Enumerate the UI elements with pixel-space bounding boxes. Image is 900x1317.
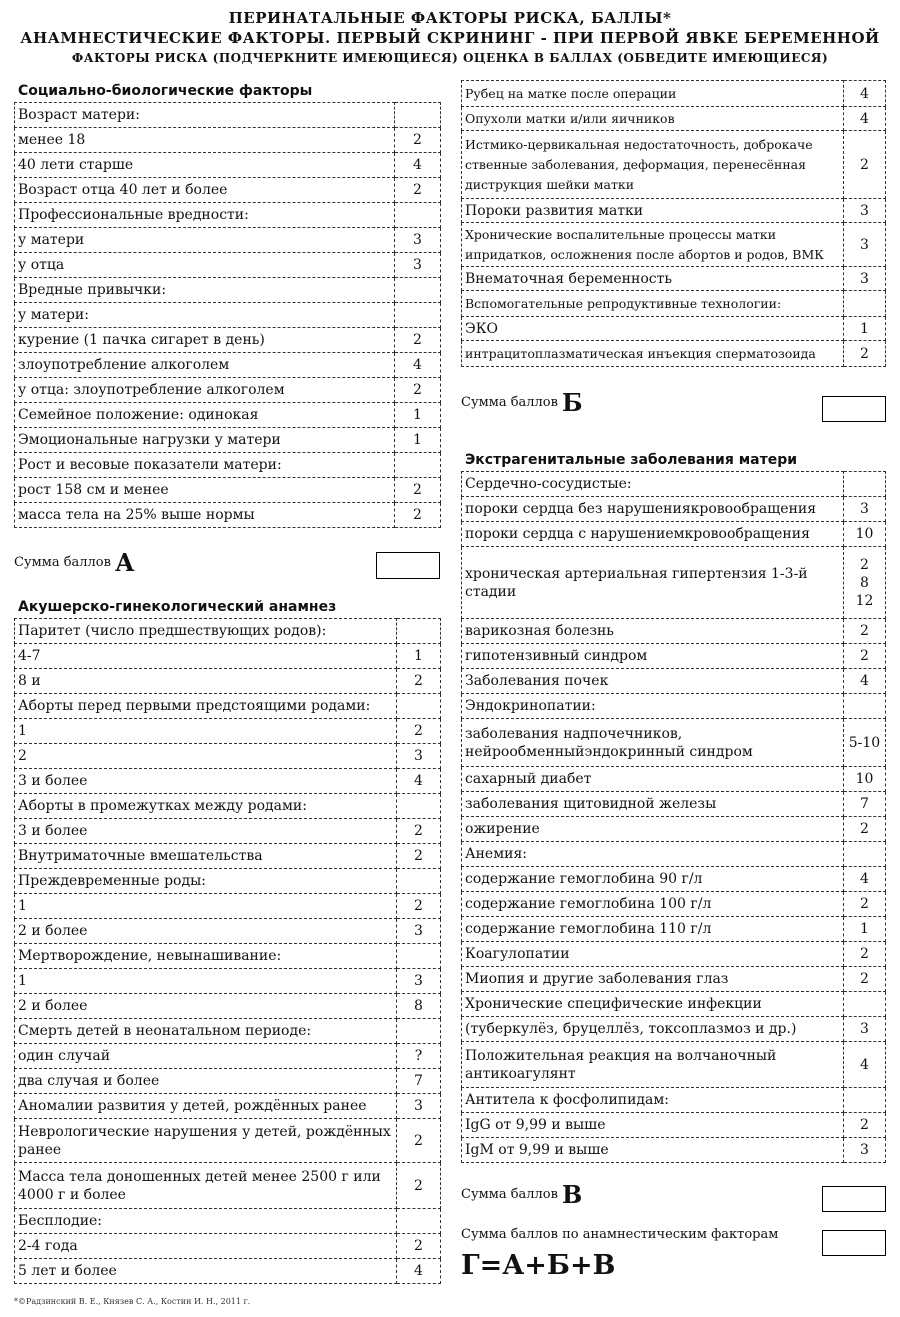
factor-score[interactable]: 3 [844, 1017, 886, 1042]
factor-label[interactable]: Мертворождение, невынашивание: [15, 944, 397, 969]
table-row [462, 497, 886, 522]
factor-score[interactable]: 3 [844, 1138, 886, 1163]
table-row [15, 744, 441, 769]
table-row [462, 81, 886, 107]
document-header [0, 8, 900, 68]
factor-score[interactable]: 2 [844, 131, 886, 199]
factor-label[interactable]: курение (1 пачка сигарет в день) [15, 328, 395, 353]
table-row [15, 1209, 441, 1234]
factor-label[interactable]: 3 и более [15, 769, 397, 794]
table-row [462, 669, 886, 694]
table-row [462, 317, 886, 341]
factor-score[interactable] [844, 694, 886, 719]
sum-v-letter: В [561, 1180, 583, 1209]
factor-label[interactable]: варикозная болезнь [462, 619, 844, 644]
table-row [462, 842, 886, 867]
social-section [14, 80, 440, 528]
table-row [15, 919, 441, 944]
factor-score[interactable] [844, 1088, 886, 1113]
factor-label[interactable]: у матери [15, 228, 395, 253]
table-row [15, 1069, 441, 1094]
factor-label[interactable]: Антитела к фосфолипидам: [462, 1088, 844, 1113]
extragenital-table [461, 471, 886, 1163]
table-row [15, 128, 441, 153]
factor-score[interactable]: 4 [844, 107, 886, 131]
factor-label[interactable]: Миопия и другие заболевания глаз [462, 967, 844, 992]
sum-b-box[interactable] [822, 396, 886, 422]
table-row [15, 353, 441, 378]
factor-label[interactable]: содержание гемоглобина 110 г/л [462, 917, 844, 942]
table-row [15, 644, 441, 669]
factor-label[interactable]: масса тела на 25% выше нормы [15, 503, 395, 528]
factor-label[interactable]: Масса тела доношенных детей менее 2500 г или 4000 г и более [15, 1163, 397, 1209]
uterus-section [461, 80, 885, 367]
uterus-table [461, 80, 886, 367]
document-subtitle: АНАМНЕСТИЧЕСКИЕ ФАКТОРЫ. ПЕРВЫЙ СКРИНИНГ - ПРИ ПЕРВОЙ ЯВКЕ БЕРЕМЕННОЙ [20, 29, 880, 47]
factor-label[interactable]: содержание гемоглобина 90 г/л [462, 867, 844, 892]
social-factors-table [14, 102, 441, 528]
factor-score[interactable]: 3 [844, 497, 886, 522]
factor-label[interactable]: гипотензивный синдром [462, 644, 844, 669]
factor-score[interactable]: 2 [395, 503, 441, 528]
table-row [462, 917, 886, 942]
factor-score[interactable]: 2 [397, 894, 441, 919]
factor-score[interactable]: 3 [395, 228, 441, 253]
factor-label[interactable]: 1 [15, 969, 397, 994]
factor-score[interactable]: 5-10 [844, 719, 886, 767]
table-row [462, 767, 886, 792]
factor-label[interactable]: Смерть детей в неонатальном периоде: [15, 1019, 397, 1044]
table-row [15, 1019, 441, 1044]
table-row [15, 503, 441, 528]
obstetric-section-title: Акушерско-гинекологический анамнез [18, 599, 337, 615]
table-row [15, 428, 441, 453]
table-row [15, 1234, 441, 1259]
table-row [462, 1017, 886, 1042]
sum-v-text: Сумма баллов [461, 1187, 558, 1202]
factor-label[interactable]: 40 лети старше [15, 153, 395, 178]
factor-score[interactable]: 10 [844, 767, 886, 792]
table-row [15, 1163, 441, 1209]
document-instructions: ФАКТОРЫ РИСКА (ПОДЧЕРКНИТЕ ИМЕЮЩИЕСЯ) ОЦЕНКА В БАЛЛАХ (ОБВЕДИТЕ ИМЕЮЩИЕСЯ) [71, 51, 829, 65]
factor-label[interactable]: (туберкулёз, бруцеллёз, токсоплазмоз и др.) [462, 1017, 844, 1042]
table-row [15, 478, 441, 503]
factor-label[interactable]: 1 [15, 894, 397, 919]
factor-score[interactable] [397, 1209, 441, 1234]
factor-score[interactable]: 4 [395, 353, 441, 378]
factor-label[interactable]: у матери: [15, 303, 395, 328]
factor-label[interactable]: Паритет (число предшествующих родов): [15, 619, 397, 644]
factor-score[interactable]: 2 [395, 328, 441, 353]
factor-label[interactable]: Аборты в промежутках между родами: [15, 794, 397, 819]
factor-score[interactable] [844, 291, 886, 317]
document-title: ПЕРИНАТАЛЬНЫЕ ФАКТОРЫ РИСКА, БАЛЛЫ* [228, 9, 672, 27]
table-row [15, 1259, 441, 1284]
factor-score[interactable]: 2 [844, 1113, 886, 1138]
factor-score[interactable]: 2 [397, 1234, 441, 1259]
factor-label[interactable]: Опухоли матки и/или яичников [462, 107, 844, 131]
table-row [15, 844, 441, 869]
factor-score[interactable]: 4 [397, 1259, 441, 1284]
table-row [462, 291, 886, 317]
factor-label[interactable]: 5 лет и более [15, 1259, 397, 1284]
table-row [15, 103, 441, 128]
factor-score[interactable]: 7 [844, 792, 886, 817]
factor-score[interactable] [397, 944, 441, 969]
table-row [462, 547, 886, 619]
factor-label[interactable]: 2 [15, 744, 397, 769]
factor-score[interactable]: 3 [844, 267, 886, 291]
factor-score[interactable]: 2 [844, 967, 886, 992]
table-row [15, 203, 441, 228]
factor-score[interactable]: 2 [397, 719, 441, 744]
factor-label[interactable]: пороки сердца без нарушениякровообращения [462, 497, 844, 522]
table-row [462, 472, 886, 497]
table-row [462, 131, 886, 199]
factor-label[interactable]: Аборты перед первыми предстоящими родами: [15, 694, 397, 719]
social-section-title: Социально-биологические факторы [18, 83, 313, 99]
table-row [15, 694, 441, 719]
factor-score[interactable]: 2 [844, 341, 886, 367]
table-row [15, 819, 441, 844]
sum-v-label [461, 1180, 582, 1209]
factor-score[interactable]: 3 [397, 969, 441, 994]
factor-label[interactable]: Профессиональные вредности: [15, 203, 395, 228]
factor-label[interactable]: Сердечно-сосудистые: [462, 472, 844, 497]
factor-label[interactable]: Внутриматочные вмешательства [15, 844, 397, 869]
factor-score[interactable]: 4 [844, 669, 886, 694]
factor-score[interactable]: 2 [397, 819, 441, 844]
factor-label[interactable]: у отца [15, 253, 395, 278]
factor-label[interactable]: Преждевременные роды: [15, 869, 397, 894]
factor-score[interactable]: 2 [397, 1119, 441, 1163]
factor-score[interactable]: 2 [844, 619, 886, 644]
sum-b-letter: Б [561, 388, 583, 417]
factor-label[interactable]: Рубец на матке после операции [462, 81, 844, 107]
factor-score[interactable] [844, 992, 886, 1017]
sum-b-label [461, 388, 582, 417]
table-row [15, 453, 441, 478]
factor-label[interactable]: 1 [15, 719, 397, 744]
factor-label[interactable]: два случая и более [15, 1069, 397, 1094]
table-row [15, 1119, 441, 1163]
factor-score[interactable] [397, 869, 441, 894]
table-row [15, 1094, 441, 1119]
total-label: Сумма баллов по анамнестическим факторам [461, 1227, 779, 1242]
factor-label[interactable]: пороки сердца с нарушениемкровообращения [462, 522, 844, 547]
factor-label[interactable]: Положительная реакция на волчаночный антикоагулянт [462, 1042, 844, 1088]
table-row [462, 719, 886, 767]
factor-score[interactable]: 3 [844, 223, 886, 267]
factor-score[interactable]: 2 [844, 644, 886, 669]
factor-score[interactable]: 1 [395, 428, 441, 453]
factor-score[interactable]: 4 [395, 153, 441, 178]
factor-score[interactable]: 2 [397, 1163, 441, 1209]
factor-label[interactable]: Аномалии развития у детей, рождённых ранее [15, 1094, 397, 1119]
factor-label[interactable]: 8 и [15, 669, 397, 694]
table-row [462, 267, 886, 291]
table-row [462, 1138, 886, 1163]
factor-score[interactable]: 2 [844, 892, 886, 917]
extragenital-section [461, 449, 885, 1163]
factor-score[interactable]: 10 [844, 522, 886, 547]
table-row [15, 303, 441, 328]
factor-score[interactable]: 2 [397, 844, 441, 869]
table-row [462, 892, 886, 917]
factor-label[interactable]: IgM от 9,99 и выше [462, 1138, 844, 1163]
factor-label[interactable]: Вредные привычки: [15, 278, 395, 303]
factor-score[interactable]: 2 [395, 178, 441, 203]
factor-label[interactable]: Эндокринопатии: [462, 694, 844, 719]
factor-score[interactable] [844, 472, 886, 497]
table-row [462, 942, 886, 967]
sum-a-label [14, 548, 135, 577]
factor-label[interactable]: Анемия: [462, 842, 844, 867]
table-row [15, 253, 441, 278]
factor-score[interactable] [395, 203, 441, 228]
sum-a-text: Сумма баллов [14, 555, 111, 570]
factor-label[interactable]: 3 и более [15, 819, 397, 844]
factor-score[interactable]: 1 [395, 403, 441, 428]
factor-label[interactable]: интрацитоплазматическая инъекция сперматозоида [462, 341, 844, 367]
factor-label[interactable]: Бесплодие: [15, 1209, 397, 1234]
factor-label[interactable]: Внематочная беременность [462, 267, 844, 291]
table-row [462, 223, 886, 267]
factor-label[interactable]: Возраст отца 40 лет и более [15, 178, 395, 203]
sum-v-box[interactable] [822, 1186, 886, 1212]
table-row [15, 378, 441, 403]
table-row [15, 994, 441, 1019]
factor-score[interactable]: 1 [844, 317, 886, 341]
factor-score[interactable] [395, 278, 441, 303]
factor-score[interactable]: 3 [397, 1094, 441, 1119]
factor-score[interactable]: 1 [397, 644, 441, 669]
factor-label[interactable]: 2 и более [15, 994, 397, 1019]
factor-score[interactable] [395, 103, 441, 128]
factor-label[interactable]: 4-7 [15, 644, 397, 669]
factor-label[interactable]: ЭКО [462, 317, 844, 341]
factor-label[interactable]: 2-4 года [15, 1234, 397, 1259]
table-row [462, 967, 886, 992]
factor-score[interactable]: 2 [844, 942, 886, 967]
table-row [15, 619, 441, 644]
factor-label[interactable]: хроническая артериальная гипертензия 1-3-й стадии [462, 547, 844, 619]
factor-label[interactable]: Хронические специфические инфекции [462, 992, 844, 1017]
factor-score[interactable] [844, 842, 886, 867]
factor-score[interactable]: 3 [395, 253, 441, 278]
factor-score[interactable]: 3 [397, 744, 441, 769]
table-row [462, 341, 886, 367]
factor-label[interactable]: один случай [15, 1044, 397, 1069]
sum-a-box[interactable] [376, 552, 440, 579]
table-row [462, 694, 886, 719]
table-row [462, 817, 886, 842]
table-row [462, 792, 886, 817]
factor-score[interactable]: 7 [397, 1069, 441, 1094]
factor-score[interactable]: 2 [395, 128, 441, 153]
table-row [15, 719, 441, 744]
factor-score[interactable]: 2 [844, 817, 886, 842]
table-row [15, 944, 441, 969]
factor-score[interactable]: 4 [844, 81, 886, 107]
factor-label[interactable]: Рост и весовые показатели матери: [15, 453, 395, 478]
factor-label[interactable]: заболевания надпочечников, нейрообменныйэндокринный синдром [462, 719, 844, 767]
factor-score[interactable]: 3 [844, 199, 886, 223]
factor-label[interactable]: Неврологические нарушения у детей, рождённых ранее [15, 1119, 397, 1163]
factor-score[interactable]: 2 8 12 [844, 547, 886, 619]
footnote: *©Радзинский В. Е., Князев С. А., Костин И. Н., 2011 г. [14, 1297, 251, 1306]
factor-label[interactable]: у отца: злоупотребление алкоголем [15, 378, 395, 403]
sum-a-letter: А [114, 548, 135, 577]
table-row [462, 867, 886, 892]
factor-score[interactable]: ? [397, 1044, 441, 1069]
table-row [15, 969, 441, 994]
factor-label[interactable]: Вспомогательные репродуктивные технологии: [462, 291, 844, 317]
factor-score[interactable]: 1 [844, 917, 886, 942]
factor-label[interactable]: рост 158 см и менее [15, 478, 395, 503]
total-box[interactable] [822, 1230, 886, 1256]
factor-score[interactable]: 4 [397, 769, 441, 794]
table-row [15, 669, 441, 694]
total-formula: Г=А+Б+В [461, 1250, 616, 1281]
factor-score[interactable] [397, 694, 441, 719]
table-row [462, 619, 886, 644]
factor-label[interactable]: Пороки развития матки [462, 199, 844, 223]
factor-score[interactable] [397, 794, 441, 819]
factor-label[interactable]: 2 и более [15, 919, 397, 944]
factor-label[interactable]: содержание гемоглобина 100 г/л [462, 892, 844, 917]
table-row [462, 199, 886, 223]
extragenital-section-title: Экстрагенитальные заболевания матери [465, 452, 798, 468]
table-row [15, 228, 441, 253]
table-row [15, 769, 441, 794]
table-row [15, 328, 441, 353]
table-row [15, 178, 441, 203]
factor-label[interactable]: ожирение [462, 817, 844, 842]
factor-score[interactable] [395, 453, 441, 478]
factor-score[interactable]: 3 [397, 919, 441, 944]
factor-label[interactable]: Эмоциональные нагрузки у матери [15, 428, 395, 453]
table-row [462, 1042, 886, 1088]
factor-label[interactable]: злоупотребление алкоголем [15, 353, 395, 378]
factor-score[interactable]: 4 [844, 1042, 886, 1088]
factor-label[interactable]: Заболевания почек [462, 669, 844, 694]
factor-label[interactable]: Истмико-цервикальная недостаточность, доброкаче ственные заболевания, деформация, перенесённая диструкция шейки матки [462, 131, 844, 199]
sum-b-text: Сумма баллов [461, 395, 558, 410]
obstetric-section [14, 596, 440, 1284]
table-row [462, 992, 886, 1017]
factor-score[interactable] [397, 619, 441, 644]
factor-label[interactable]: сахарный диабет [462, 767, 844, 792]
factor-label[interactable]: Коагулопатии [462, 942, 844, 967]
table-row [15, 894, 441, 919]
table-row [462, 522, 886, 547]
factor-score[interactable]: 2 [397, 669, 441, 694]
table-row [15, 403, 441, 428]
factor-score[interactable]: 2 [395, 478, 441, 503]
table-row [15, 278, 441, 303]
factor-label[interactable]: Хронические воспалительные процессы матки ипридатков, осложнения после абортов и родов, ВМК [462, 223, 844, 267]
table-row [462, 1088, 886, 1113]
factor-score[interactable] [397, 1019, 441, 1044]
factor-score[interactable]: 2 [395, 378, 441, 403]
factor-label[interactable]: заболевания щитовидной железы [462, 792, 844, 817]
factor-label[interactable]: IgG от 9,99 и выше [462, 1113, 844, 1138]
table-row [462, 1113, 886, 1138]
factor-score[interactable] [395, 303, 441, 328]
table-row [15, 794, 441, 819]
table-row [462, 107, 886, 131]
table-row [15, 153, 441, 178]
table-row [15, 869, 441, 894]
factor-score[interactable]: 8 [397, 994, 441, 1019]
table-row [15, 1044, 441, 1069]
factor-score[interactable]: 4 [844, 867, 886, 892]
factor-label[interactable]: Возраст матери: [15, 103, 395, 128]
obstetric-table [14, 618, 441, 1284]
table-row [462, 644, 886, 669]
factor-label[interactable]: менее 18 [15, 128, 395, 153]
factor-label[interactable]: Семейное положение: одинокая [15, 403, 395, 428]
